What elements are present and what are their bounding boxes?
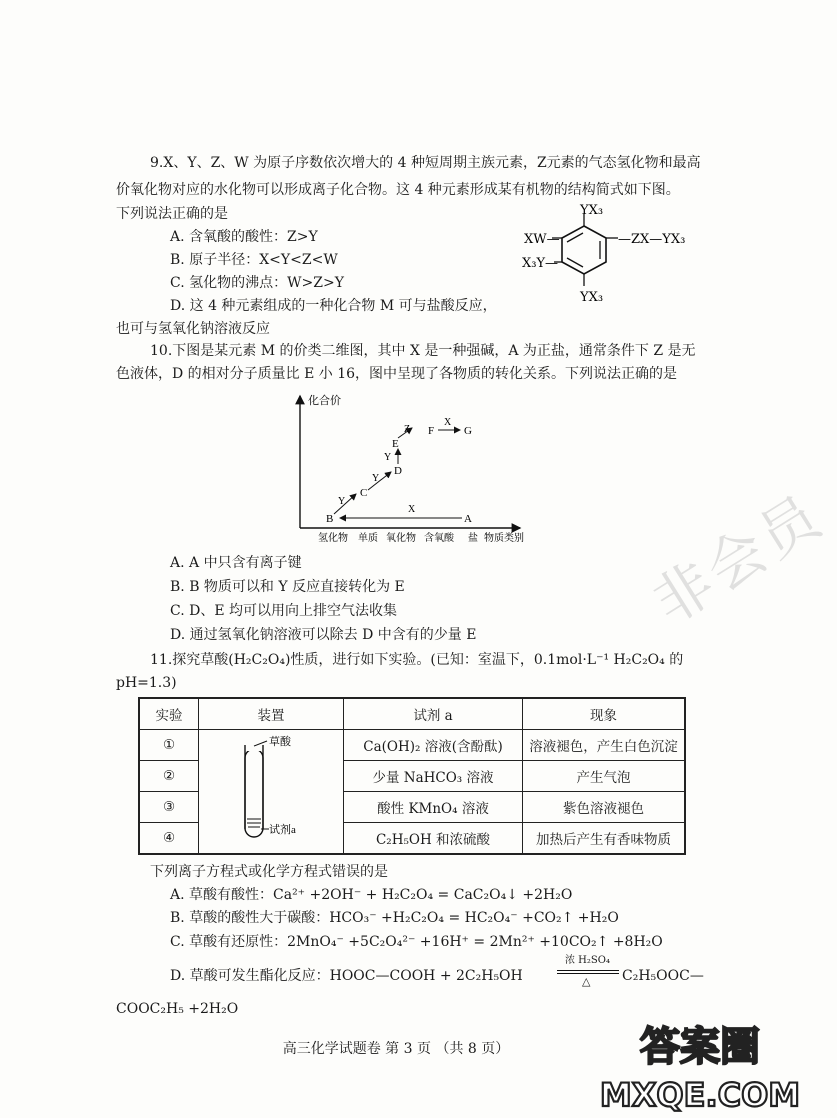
edge-ef-label: Z [404,424,411,435]
q10-stem-line1: 10.下图是某元素 M 的价类二维图，其中 X 是一种强碱，A 为正盐，通常条件下 Z 是无 [150,343,696,359]
edge-bc-label: Y [338,496,346,507]
q9-stem-line2: 价氧化物对应的水化物可以形成离子化合物。这 4 种元素形成某有机物的结构简式如下图。 [116,182,680,198]
q10-stem-line2: 色液体，D 的相对分子质量比 E 小 16，图中呈现了各物质的转化关系。下列说法正确的是 [116,366,678,382]
col-header-phenomenon: 现象 [523,698,686,730]
watermark: 非会员 [641,481,835,638]
tube-bottom-label: 试剂a [269,823,296,836]
col-header-experiment: 实验 [139,698,199,730]
q9-sub-lowerleft: X₃Y— [522,256,559,271]
edge-ab-label: X [408,504,416,515]
x-cat-element: 单质 [358,533,378,544]
edge-fg-label: X [444,417,452,428]
reaction-arrow-line-2 [557,973,619,974]
q11-option-c: C. 草酸有还原性：2MnO₄⁻ +5C₂O₄²⁻ +16H⁺ = 2Mn²⁺ +10CO₂↑ +8H₂O [170,934,663,950]
node-e: E [392,438,399,450]
x-axis-label: 物质类别 [484,533,524,544]
col-header-reagent: 试剂 a [344,698,523,730]
x-cat-salt: 盐 [468,533,478,544]
table-row: ② 少量 NaHCO₃ 溶液 产生气泡 [139,761,685,792]
x-cat-hydride: 氢化物 [318,533,348,544]
node-d: D [394,465,402,477]
q9-option-c: C. 氢化物的沸点：W>Z>Y [170,275,344,291]
apparatus-cell [199,730,344,855]
reaction-arrow-line-1 [557,970,619,971]
test-tube-diagram [205,731,337,849]
q11-option-b: B. 草酸的酸性大于碳酸：HCO₃⁻ +H₂C₂O₄ = HC₂O₄⁻ +CO₂↑ +H₂O [170,910,619,926]
q11-stem-line1: 11.探究草酸(H₂C₂O₄)性质，进行如下实验。(已知：室温下，0.1mol·L⁻¹ H₂C₂O₄ 的 [150,652,684,668]
q11-option-a: A. 草酸有酸性：Ca²⁺ +2OH⁻ + H₂C₂O₄ = CaC₂O₄↓ +2H₂O [170,887,573,903]
reaction-condition-bottom: △ [582,975,591,988]
node-a: A [464,513,472,525]
q11-option-d-cont: COOC₂H₅ +2H₂O [116,1001,239,1017]
table-row: ③ 酸性 KMnO₄ 溶液 紫色溶液褪色 [139,792,685,823]
table-row: ④ C₂H₅OH 和浓硫酸 加热后产生有香味物质 [139,823,685,855]
edge-cd-label: Y [372,473,380,484]
node-c: C [360,487,368,499]
q11-option-d: D. 草酸可发生酯化反应：HOOC—COOH + 2C₂H₅OH [170,968,523,984]
q9-option-d-cont: 也可与氢氧化钠溶液反应 [116,321,270,337]
q9-sub-right: —ZX—YX₃ [618,232,686,247]
logo-top-text: 答案圈 [640,1024,760,1070]
q10-option-c: C. D、E 均可以用向上排空气法收集 [170,603,398,619]
q10-valence-chart [288,390,548,546]
y-axis-label: 化合价 [308,395,341,407]
q11-experiment-table [138,697,686,855]
page-footer: 高三化学试题卷 第 3 页 （共 8 页） [282,1041,510,1057]
q9-stem-line3: 下列说法正确的是 [116,206,228,222]
q9-option-d: D. 这 4 种元素组成的一种化合物 M 可与盐酸反应， [170,298,497,314]
reaction-condition-top: 浓 H₂SO₄ [565,955,610,966]
site-logo [599,1010,801,1114]
q10-option-b: B. B 物质可以和 Y 反应直接转化为 E [170,579,405,595]
table-row: ① 草酸 试剂a Ca(OH)₂ 溶液(含酚酞) 溶液褪色，产生白色沉淀 [139,730,685,761]
tube-top-label: 草酸 [269,735,291,748]
x-cat-oxide: 氧化物 [386,533,416,544]
col-header-apparatus: 装置 [199,698,344,730]
edge-de-label: Y [384,452,392,463]
q10-option-d: D. 通过氢氧化钠溶液可以除去 D 中含有的少量 E [170,627,477,643]
node-b: B [326,513,334,525]
q9-sub-bottom: YX₃ [580,290,604,305]
q9-stem-line1: 9.X、Y、Z、W 为原子序数依次增大的 4 种短周期主族元素，Z元素的气态氢化物和最高 [150,155,701,171]
q9-option-b: B. 原子半径：X<Y<Z<W [170,252,338,268]
q10-option-a: A. A 中只含有离子键 [170,555,302,571]
node-f: F [428,425,435,437]
q9-option-a: A. 含氧酸的酸性：Z>Y [170,229,318,245]
q11-question: 下列离子方程式或化学方程式错误的是 [150,864,388,880]
q11-option-d-product: C₂H₅OOC— [622,968,704,984]
q11-stem-line2: pH=1.3) [116,675,177,691]
q9-sub-top: YX₃ [580,203,604,218]
q9-sub-left: XW— [524,232,560,247]
node-g: G [464,425,472,437]
x-cat-oxyacid: 含氧酸 [424,533,454,544]
logo-bottom-text: MXQE.COM [599,1076,801,1114]
q9-structure-diagram [520,200,720,312]
